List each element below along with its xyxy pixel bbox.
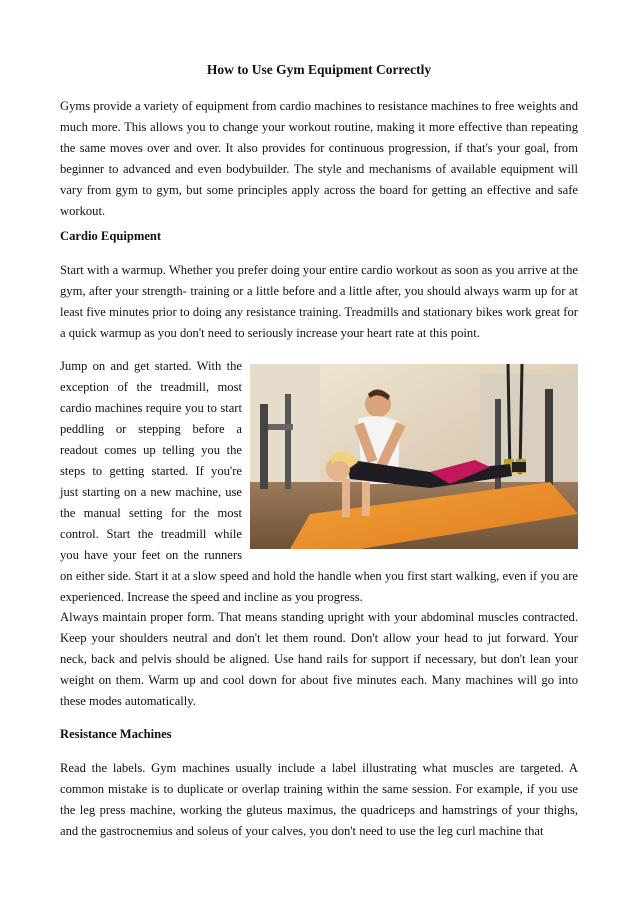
- cardio-paragraph-form: Always maintain proper form. That means standing upright with your abdominal muscles contracted. Keep your shoulders neutral and don't let them round. Don't allow your head to jut forward. Your neck, back and pelvis should be aligned. Use hand rails for support if necessary, but don't lean your weight on them. Warm up and cool down for about five minutes each. Many machines will go into these modes automatically.: [60, 610, 578, 708]
- resistance-paragraph-labels: Read the labels. Gym machines usually include a label illustrating what muscles are targeted. A common mistake is to duplicate or overlap training within the same session. For example, if you use the leg press machine, working the gluteus maximus, the quadriceps and hamstrings of your thighs, and the gastrocnemius and soleus of your calves, you don't need to use the leg curl machine that: [60, 761, 578, 838]
- gym-trainer-photo: [250, 364, 578, 549]
- intro-paragraph: Gyms provide a variety of equipment from cardio machines to resistance machines to free weights and much more. This allows you to change your workout routine, making it more effective than repeating the same moves over and over. It also provides for continuous progression, if that's your goal, from beginner to advanced and even bodybuilder. The style and mechanisms of available equipment will vary from gym to gym, but some principles apply across the board for getting an effective and safe workout.: [60, 99, 578, 218]
- section-heading-resistance: Resistance Machines: [60, 727, 172, 741]
- gym-photo-illustration: [250, 364, 578, 549]
- section-heading-cardio: Cardio Equipment: [60, 229, 162, 243]
- document-title: How to Use Gym Equipment Correctly: [206, 62, 432, 77]
- cardio-paragraph-getting-started: Jump on and get started. With the exception of the treadmill, most cardio machines require you to start peddling or stepping before a readout comes up telling you the steps to getting started. If you're just starting on a new machine, use the manual setting for the most control. Start the treadmill while you have your feet on the runners on either side. Start it at a slow speed and hold the handle when you first start walking, even if you are experienced. Increase the speed and incline as you progress.: [60, 359, 578, 604]
- cardio-paragraph-with-photo: [60, 356, 578, 608]
- cardio-paragraph-warmup: Start with a warmup. Whether you prefer doing your entire cardio workout as soon as you arrive at the gym, after your strength- training or a little before and a little after, you should always warm up for at least five minutes prior to doing any resistance training. Treadmills and stationary bikes work great for a quick warmup as you don't need to seriously increase your heart rate at this point.: [60, 263, 578, 340]
